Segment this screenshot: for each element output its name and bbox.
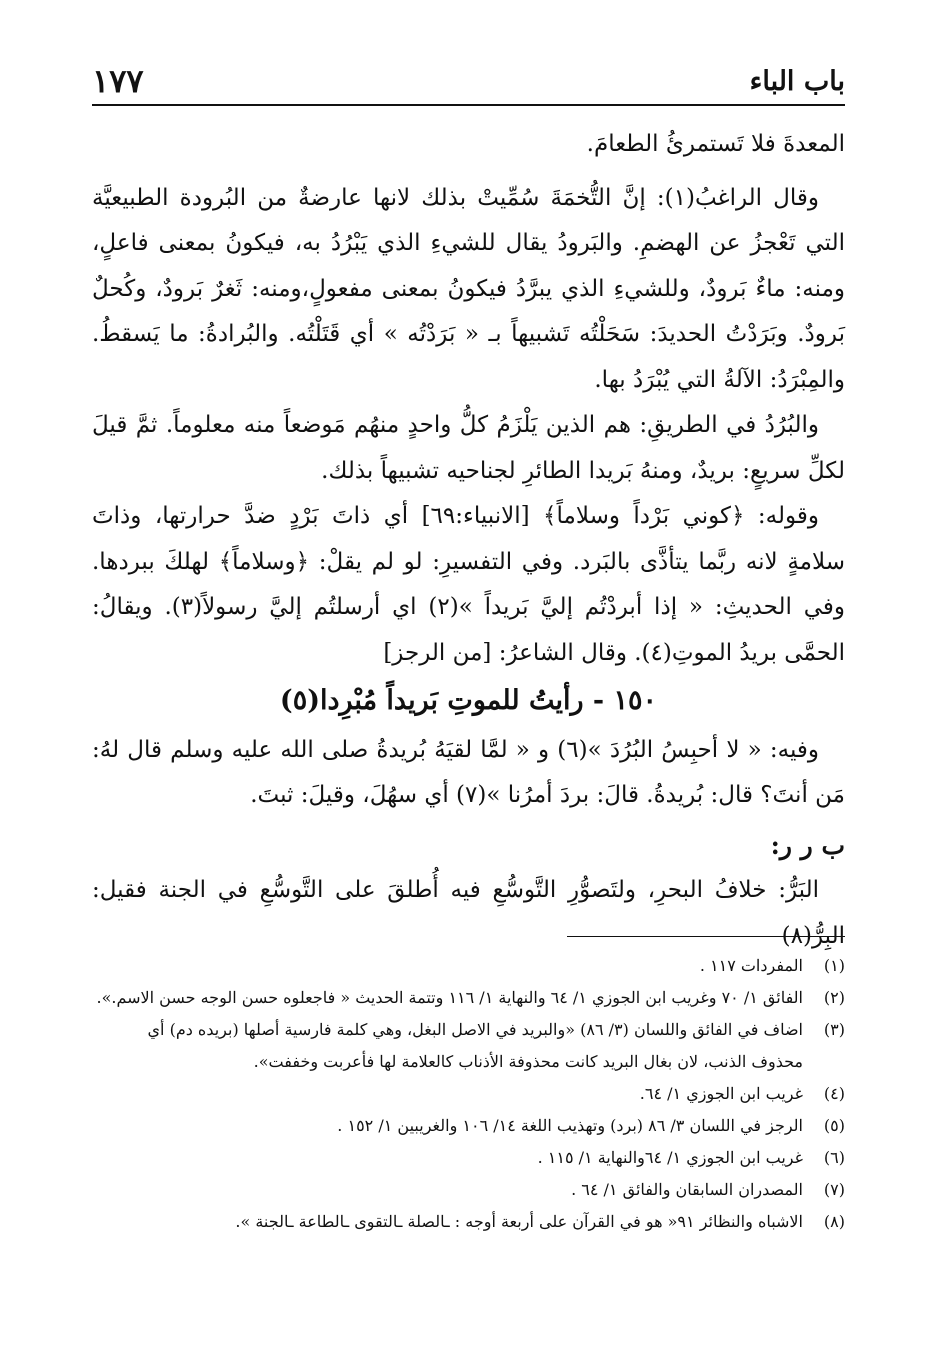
footnote-number: (٨) — [823, 1212, 845, 1231]
footnote-item — [92, 1110, 845, 1142]
page-number: ١٧٧ — [92, 62, 144, 100]
footnote-number: (٤) — [823, 1084, 845, 1103]
paragraph-5: وفيه: « لا أحبِسُ البُرُدَ »(٦) و « لمَّا لقيَهُ بُريدةُ صلى الله عليه وسلم قال لهُ: مَن أنتَ؟ قال: بُريدةُ. قالَ: بردَ أمرُنا »(٧) أي سهُلَ، وقيلَ: ثبتَ. — [92, 736, 845, 808]
paragraph-3: والبُرُدُ في الطريقِ: هم الذين يَلْزَمُ كلُّ واحدٍ منهُم مَوضعاً منه معلوماً. ثمَّ قيلَ لكلِّ سريعٍ: بريدٌ، ومنهُ بَريدا الطائرِ لجناحيه تشبيهاً بذلك. — [92, 412, 845, 484]
footnote-text: اضاف في الفائق واللسان (٣/ ٨٦) «والبريد في الاصل البغل، وهي كلمة فارسية أصلها (بريده دم) أي محذوف الذنب، لان بغال البريد كانت محذوفة الأذناب كالعلامة لها فأعربت وخففت». — [147, 1020, 803, 1071]
footnote-number: (٦) — [823, 1148, 845, 1167]
footnote-divider — [567, 936, 845, 937]
footnote-text: المصدران السابقان والفائق ١/ ٦٤ . — [571, 1180, 803, 1199]
footnote-item — [92, 950, 845, 982]
footnote-text: المفردات ١١٧ . — [699, 956, 803, 975]
chapter-title: باب الباء — [749, 66, 845, 97]
footnote-item — [92, 1174, 845, 1206]
footnote-number: (٣) — [823, 1020, 845, 1039]
footnote-item — [92, 1078, 845, 1110]
footnote-item — [92, 982, 845, 1014]
main-text — [92, 122, 845, 959]
footnotes — [92, 950, 845, 1238]
paragraph-2: وقال الراغبُ(١): إنَّ التُّخمَةَ سُمِّيتْ بذلك لانها عارضةٌ من البُرودة الطبيعيَّة التي تَعْجزُ عن الهضمِ. والبَرودُ يقال للشيءِ الذي يَبْرُدُ به، فيكونُ بمعنى فاعلٍ، ومنه: ماءٌ بَرودٌ، وللشيءِ الذي يبرَّدُ فيكونُ بمعنى مفعولٍ،ومنه: ثَغرٌ بَرودٌ، وكُحلٌ بَرودٌ. وبَرَدْتُ الحديدَ: سَحَلْتُه تَشبيهاً بـ « بَرَدْتُه » أي قَتَلْتُه. والبُرادةُ: ما يَسقطُ. والمِبْرَدُ: الآلةُ التي يُبْرَدُ بها. — [92, 184, 845, 393]
paragraph-4: وقوله: ﴿كوني بَرْداً وسلاماً﴾ [الانبياء:٦٩] أي ذاتَ بَرْدٍ ضدَّ حرارتها، وذاتَ سلامةٍ لانه ربَّما يتأذَّى بالبَرد. وفي التفسيرِ: لو لم يقلْ: ﴿وسلاماً﴾ لهلكَ ببردها. وفي الحديثِ: « إذا أبردْتُم إليَّ بَريداً »(٢) اي أرسلتُم إليَّ رسولاً(٣). ويقالُ: الحمَّى بريدُ الموتِ(٤). وقال الشاعرُ: [من الرجز] — [92, 503, 845, 666]
page-header — [92, 58, 845, 106]
paragraph-6: البَرُّ: خلافُ البحرِ، ولتَصوُّرِ التَّوسُّعِ فيه أُطلقَ على التَّوسُّعِ في الجنة فقيل: البِرُّ(٨) — [92, 877, 845, 949]
root-heading: ب ر ر: — [770, 830, 845, 860]
footnote-text: الفائق ١/ ٧٠ وغريب ابن الجوزي ١/ ٦٤ والنهاية ١/ ١١٦ وتتمة الحديث « فاجعلوه حسن الوجه حسن الاسم.». — [96, 988, 803, 1007]
footnote-text: الرجز في اللسان ٣/ ٨٦ (برد) وتهذيب اللغة ١٤/ ١٠٦ والغريبين ١/ ١٥٢ . — [337, 1116, 803, 1135]
footnote-text: غريب ابن الجوزي ١/ ٦٤. — [639, 1084, 803, 1103]
footnote-text: الاشباه والنظائر ٩١« هو في القرآن على أربعة أوجه : ـالصلة ـالتقوى ـالطاعة ـالجنة ». — [235, 1212, 803, 1231]
footnote-text: غريب ابن الجوزي ١/ ٦٤والنهاية ١/ ١١٥ . — [537, 1148, 803, 1167]
footnote-number: (١) — [823, 956, 845, 975]
footnote-item — [92, 1014, 845, 1078]
footnote-item — [92, 1142, 845, 1174]
paragraph-1: المعدةَ فلا تَستمرئُ الطعامَ. — [586, 131, 845, 157]
footnote-number: (٧) — [823, 1180, 845, 1199]
footnote-item — [92, 1206, 845, 1238]
footnote-number: (٢) — [823, 988, 845, 1007]
verse-heading: ١٥٠ - رأيتُ للموتِ بَريداً مُبْرِدا(٥) — [279, 685, 658, 716]
footnote-number: (٥) — [823, 1116, 845, 1135]
